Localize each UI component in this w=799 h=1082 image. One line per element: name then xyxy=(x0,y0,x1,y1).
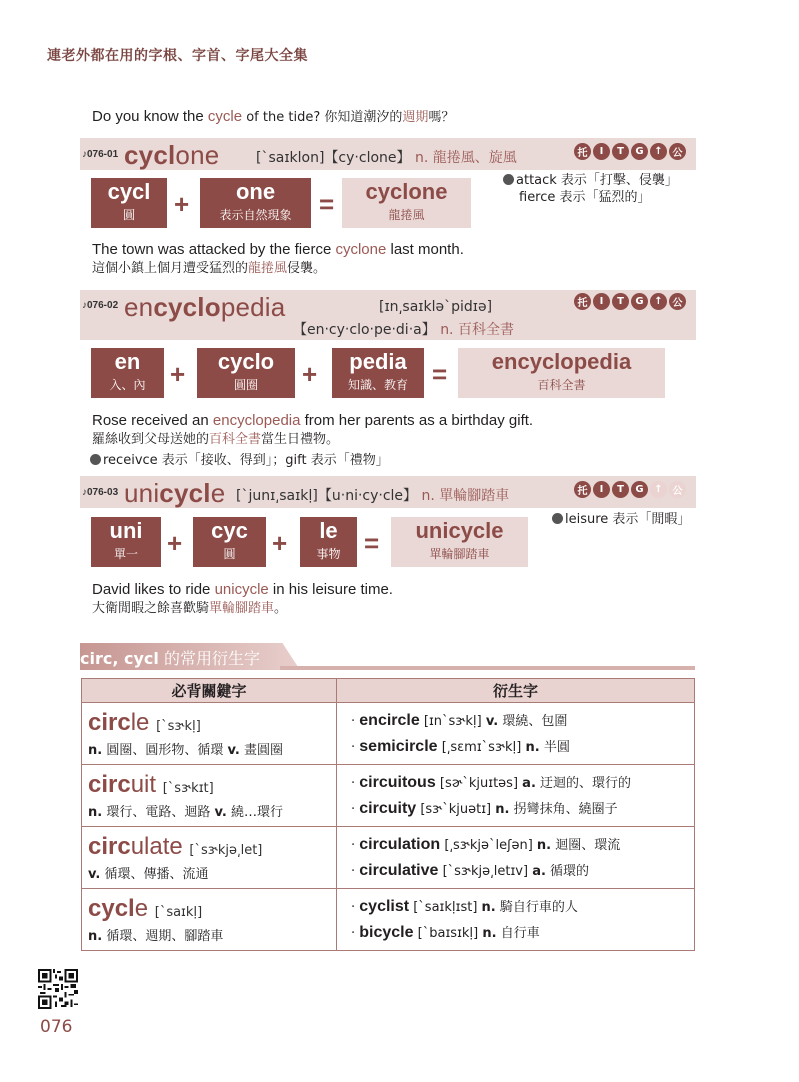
level-toeic-icon: T xyxy=(612,143,629,160)
morpheme-meaning: 單一 xyxy=(113,547,138,561)
pos: n. xyxy=(88,805,103,820)
sentence-zh: 這個小鎮上個月遭受猛烈的 xyxy=(92,261,249,276)
level-toeic-icon: T xyxy=(612,481,629,498)
table-row xyxy=(82,827,695,889)
table-header-row xyxy=(82,679,695,703)
sentence-zh-end: 侵襲。 xyxy=(287,261,327,276)
derivative-ipa: [͵sɛmɪˋsɝkḷ] xyxy=(441,740,522,755)
entry-header-unicycle xyxy=(80,476,696,508)
table-row xyxy=(82,765,695,827)
derivative-ipa: [͵sɝkjəˋleʃən] xyxy=(444,838,533,853)
keyword-ipa: [ˋsɝkjə͵let] xyxy=(189,843,263,858)
pos: n. xyxy=(536,838,552,853)
derivative-word: circulative xyxy=(359,862,439,879)
level-toefl-icon: 托 xyxy=(574,293,591,310)
sentence-zh-accent: 百科全書 xyxy=(209,432,262,447)
headword-root: cycl xyxy=(124,140,176,170)
result-box xyxy=(391,517,528,567)
morpheme: le xyxy=(319,518,338,543)
morpheme-box xyxy=(91,348,164,398)
derivative-ipa: [ˋbaɪsɪkḷ] xyxy=(417,926,479,941)
audio-track-code[interactable]: ♪076-03 xyxy=(82,487,119,498)
morpheme-box xyxy=(91,517,161,567)
keyword-cell xyxy=(82,889,337,951)
exam-levels xyxy=(574,143,686,160)
derivative-item: ‧ cyclist [ˋsaɪkḷɪst] n. 騎自行車的人 xyxy=(351,898,578,915)
intro-sentence xyxy=(92,107,454,127)
keyword xyxy=(88,771,336,803)
derivative-def: 環繞、包圍 xyxy=(502,714,568,729)
derivative-def: 騎自行車的人 xyxy=(499,900,578,915)
derivative-def: 半圓 xyxy=(543,740,570,755)
intro-text: Do you know the xyxy=(92,108,208,125)
headword-prefix: uni xyxy=(124,478,160,508)
plus-icon: + xyxy=(174,189,190,219)
pos: n. xyxy=(481,900,496,915)
note-text: leisure 表示「閒暇」 xyxy=(565,512,691,527)
headword-suffix: e xyxy=(210,478,226,508)
derivative-def: 迂迴的、環行的 xyxy=(540,776,632,791)
level-civil-icon: 公 xyxy=(669,143,686,160)
definition: n. 百科全書 xyxy=(440,322,514,338)
sentence-zh-accent: 龍捲風 xyxy=(248,261,288,276)
qr-code-icon[interactable] xyxy=(38,969,78,1009)
pos: n. xyxy=(88,743,103,758)
morpheme: cyc xyxy=(211,518,248,543)
keyword-rest: ulate xyxy=(130,833,183,860)
pos: v. xyxy=(88,867,101,882)
example-sentence xyxy=(92,411,533,449)
vocab-note xyxy=(90,452,389,469)
morpheme: cycl xyxy=(107,179,151,204)
audio-track-code[interactable]: ♪076-02 xyxy=(82,300,119,311)
keyword-definition xyxy=(88,741,336,761)
pos: v. xyxy=(214,805,227,820)
plus-icon: + xyxy=(272,528,288,558)
level-ielts-icon: I xyxy=(593,293,610,310)
definition: n. 單輪腳踏車 xyxy=(421,488,510,504)
morpheme-box xyxy=(300,517,357,567)
level-gept-icon: G xyxy=(631,481,648,498)
derivative-item: ‧ circuitous [sɚˋkjuɪtəs] a. 迂迴的、環行的 xyxy=(351,774,632,791)
headword-suffix: one xyxy=(175,140,220,170)
derivative-cell xyxy=(337,765,695,827)
derivative-item: ‧ circulation [͵sɝkjəˋleʃən] n. 迴圈、環流 xyxy=(351,836,621,853)
derivative-def: 迴圈、環流 xyxy=(555,838,621,853)
level-gept-icon: G xyxy=(631,143,648,160)
result-box xyxy=(458,348,665,398)
level-up-icon: ↑ xyxy=(650,293,667,310)
keyword-cell xyxy=(82,765,337,827)
headword-root: cyclo xyxy=(153,292,221,322)
banner-label xyxy=(80,646,260,669)
example-sentence xyxy=(92,240,464,278)
morpheme-box xyxy=(332,348,424,398)
derivative-cell xyxy=(337,827,695,889)
section-banner xyxy=(80,643,695,670)
keyword-cell xyxy=(82,703,337,765)
morpheme-box xyxy=(193,517,266,567)
keyword-rest: e xyxy=(134,895,149,922)
keyword-root: circ xyxy=(88,771,131,798)
equals-icon: = xyxy=(319,189,335,219)
def-text: 畫圓圈 xyxy=(239,743,283,758)
derivative-item: ‧ bicycle [ˋbaɪsɪkḷ] n. 自行車 xyxy=(351,924,540,941)
def-text: 繞…環行 xyxy=(226,805,283,820)
result-meaning: 單輪腳踏車 xyxy=(429,547,490,561)
note-text: fierce 表示「猛烈的」 xyxy=(519,190,651,205)
keyword-cell xyxy=(82,827,337,889)
example-sentence xyxy=(92,580,393,618)
pos: v. xyxy=(485,714,499,729)
morpheme: one xyxy=(235,179,276,204)
intro-end: 嗎？ xyxy=(428,110,455,125)
note-bullet-icon xyxy=(503,174,514,185)
morpheme-box xyxy=(91,178,167,228)
headword-prefix: en xyxy=(124,292,154,322)
banner-title: 的常用衍生字 xyxy=(158,649,260,668)
derivative-word: circulation xyxy=(359,836,441,853)
keyword-definition xyxy=(88,865,336,885)
pronunciation: [ɪn͵saɪkləˋpidɪə] xyxy=(379,299,493,315)
equals-icon: = xyxy=(432,359,448,389)
keyword-definition xyxy=(88,927,336,947)
pronunciation-text: [ˋjunɪ͵saɪkḷ]【u‧ni‧cy‧cle】 xyxy=(236,488,418,504)
level-civil-icon: 公 xyxy=(669,481,686,498)
morpheme-meaning: 表示自然現象 xyxy=(219,208,292,222)
result-box xyxy=(342,178,471,228)
derivative-item: ‧ encircle [ɪnˋsɝkḷ] v. 環繞、包圍 xyxy=(351,712,568,729)
plus-icon: + xyxy=(167,528,183,558)
derivative-word: encircle xyxy=(359,712,420,729)
derivative-word: circuity xyxy=(359,800,417,817)
derivative-item: ‧ circulative [ˋsɝkjə͵letɪv] a. 循環的 xyxy=(351,862,590,879)
keyword xyxy=(88,709,336,741)
sentence-zh: 羅絲收到父母送她的 xyxy=(92,432,210,447)
headword xyxy=(124,478,225,509)
intro-text-zh: of the tide? 你知道潮汐的 xyxy=(242,110,403,125)
note-bullet-icon xyxy=(90,454,101,465)
derivative-item: ‧ semicircle [͵sɛmɪˋsɝkḷ] n. 半圓 xyxy=(351,738,570,755)
sentence-zh: 大衛閒暇之餘喜歡騎 xyxy=(92,601,210,616)
morpheme-meaning: 圓 xyxy=(122,208,135,222)
result-word: encyclopedia xyxy=(491,349,632,374)
level-gept-icon: G xyxy=(631,293,648,310)
pos: a. xyxy=(532,864,546,879)
def-text: 循環、週期、腳踏車 xyxy=(102,929,224,944)
headword xyxy=(124,292,285,323)
morpheme-meaning: 事物 xyxy=(316,547,341,561)
morpheme-box xyxy=(197,348,295,398)
derivative-word: cyclist xyxy=(359,898,410,915)
headword-suffix: pedia xyxy=(220,292,286,322)
level-ielts-icon: I xyxy=(593,143,610,160)
morpheme: pedia xyxy=(349,349,407,374)
derivative-word: circuitous xyxy=(359,774,436,791)
derivative-cell xyxy=(337,703,695,765)
derivative-word: bicycle xyxy=(359,924,414,941)
equals-icon: = xyxy=(364,528,380,558)
morpheme-box xyxy=(200,178,311,228)
sentence-en: Rose received an xyxy=(92,412,213,429)
banner-roots: circ, cycl xyxy=(80,649,159,668)
pos: n. xyxy=(525,740,540,755)
sentence-en-end: in his leisure time. xyxy=(268,581,393,598)
sentence-en-end: from her parents as a birthday gift. xyxy=(300,412,534,429)
col-header-keywords: 必背關鍵字 xyxy=(82,679,337,703)
vocab-note xyxy=(503,172,678,206)
morpheme-meaning: 圓圈 xyxy=(233,378,258,392)
keyword-ipa: [ˋsɝkḷ] xyxy=(156,719,201,734)
exam-levels xyxy=(574,293,686,310)
syllables xyxy=(293,319,514,339)
audio-track-code[interactable]: ♪076-01 xyxy=(82,149,119,160)
col-header-derivatives: 衍生字 xyxy=(337,679,695,703)
derivative-def: 拐彎抹角、繞圈子 xyxy=(513,802,618,817)
note-text: receivce 表示「接收、得到」；gift 表示「禮物」 xyxy=(103,453,389,468)
keyword-root: circ xyxy=(88,709,131,736)
derivative-cell xyxy=(337,889,695,951)
morpheme-meaning: 入、內 xyxy=(109,378,146,392)
morpheme: uni xyxy=(109,518,143,543)
def-text: 圓圈、圓形物、循環 xyxy=(102,743,228,758)
banner-rule xyxy=(280,666,695,670)
keyword-ipa: [ˋsaɪkḷ] xyxy=(154,905,203,920)
entry-header-cyclone xyxy=(80,138,696,170)
pos: a. xyxy=(522,776,536,791)
result-meaning: 龍捲風 xyxy=(388,208,425,222)
sentence-accent: cyclone xyxy=(335,241,387,258)
pos: n. xyxy=(482,926,497,941)
sentence-zh-end: 當生日禮物。 xyxy=(261,432,340,447)
derivative-def: 自行車 xyxy=(500,926,540,941)
level-up-icon: ↑ xyxy=(650,481,667,498)
plus-icon: + xyxy=(170,359,186,389)
intro-accent-zh: 週期 xyxy=(402,110,429,125)
keyword-root: circ xyxy=(88,833,131,860)
keyword xyxy=(88,833,336,865)
keyword-definition xyxy=(88,803,336,823)
level-up-icon: ↑ xyxy=(650,143,667,160)
exam-levels xyxy=(574,481,686,498)
def-text: 環行、電路、迴路 xyxy=(102,805,215,820)
entry-header-encyclopedia xyxy=(80,290,696,340)
derivative-ipa: [ˋsɝkjə͵letɪv] xyxy=(442,864,529,879)
intro-accent: cycle xyxy=(207,108,243,125)
sentence-en-end: last month. xyxy=(386,241,464,258)
sentence-accent: unicycle xyxy=(214,581,269,598)
derivative-ipa: [ˋsaɪkḷɪst] xyxy=(413,900,478,915)
level-toefl-icon: 托 xyxy=(574,481,591,498)
sentence-en: David likes to ride xyxy=(92,581,215,598)
pos: v. xyxy=(227,743,240,758)
derivative-ipa: [ɪnˋsɝkḷ] xyxy=(423,714,482,729)
pos: n. xyxy=(88,929,103,944)
page-number: 076 xyxy=(40,1017,73,1037)
morpheme-meaning: 圓 xyxy=(223,547,236,561)
pronunciation xyxy=(236,485,509,505)
derivative-ipa: [sɚˋkjuɪtəs] xyxy=(439,776,519,791)
keyword xyxy=(88,895,336,927)
derivatives-table xyxy=(81,678,695,951)
result-word: unicycle xyxy=(415,518,504,543)
table-row xyxy=(82,703,695,765)
level-toefl-icon: 托 xyxy=(574,143,591,160)
keyword-rest: le xyxy=(130,709,150,736)
keyword-ipa: [ˋsɝkɪt] xyxy=(162,781,214,796)
book-title: 連老外都在用的字根、字首、字尾大全集 xyxy=(47,48,308,64)
pos: n. xyxy=(495,802,510,817)
note-text: attack 表示「打擊、侵襲」 xyxy=(516,173,678,188)
keyword-root: cycl xyxy=(88,895,135,922)
result-word: cyclone xyxy=(365,179,448,204)
sentence-en: The town was attacked by the fierce xyxy=(92,241,336,258)
def-text: 循環、傳播、流通 xyxy=(100,867,209,882)
note-bullet-icon xyxy=(552,513,563,524)
level-ielts-icon: I xyxy=(593,481,610,498)
derivative-ipa: [sɝˋkjuətɪ] xyxy=(420,802,492,817)
morpheme: en xyxy=(114,349,141,374)
sentence-zh-accent: 單輪腳踏車 xyxy=(209,601,275,616)
syllables-text: 【en‧cy‧clo‧pe‧di‧a】 xyxy=(293,322,436,338)
table-row xyxy=(82,889,695,951)
result-meaning: 百科全書 xyxy=(537,378,586,392)
derivative-word: semicircle xyxy=(359,738,438,755)
plus-icon: + xyxy=(302,359,318,389)
sentence-accent: encyclopedia xyxy=(212,412,301,429)
pronunciation xyxy=(256,147,517,167)
level-toeic-icon: T xyxy=(612,293,629,310)
sentence-zh-end: 。 xyxy=(274,601,288,616)
morpheme: cyclo xyxy=(217,349,275,374)
headword-root: cycl xyxy=(159,478,211,508)
pronunciation-text: [ˋsaɪklon]【cy‧clone】 xyxy=(256,150,411,166)
level-civil-icon: 公 xyxy=(669,293,686,310)
headword xyxy=(124,140,219,171)
definition: n. 龍捲風、旋風 xyxy=(414,150,517,166)
morpheme-meaning: 知識、教育 xyxy=(347,378,408,392)
keyword-rest: uit xyxy=(130,771,157,798)
derivative-def: 循環的 xyxy=(550,864,590,879)
derivative-item: ‧ circuity [sɝˋkjuətɪ] n. 拐彎抹角、繞圈子 xyxy=(351,800,618,817)
vocab-note xyxy=(552,511,690,528)
